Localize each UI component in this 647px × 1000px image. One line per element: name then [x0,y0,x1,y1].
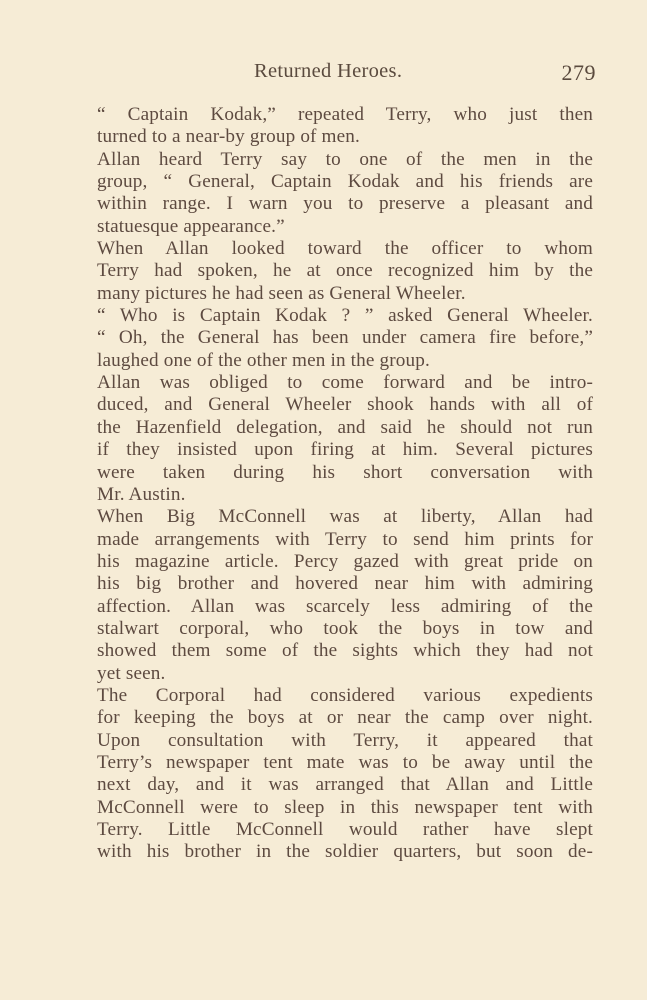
text-line: if they insisted upon firing at him. Several pictures [97,439,593,461]
text-line: Upon consultation with Terry, it appeared that [97,729,593,751]
text-line: were taken during his short conversation with [97,461,593,483]
text-line: The Corporal had considered various expedients [97,684,593,706]
body-text [97,104,593,864]
text-line: his magazine article. Percy gazed with great pride on [97,550,593,572]
text-line: made arrangements with Terry to send him prints for [97,528,593,550]
text-line: within range. I warn you to preserve a pleasant and [97,193,593,215]
text-line: When Allan looked toward the officer to whom [97,238,593,260]
text-line: Terry. Little McConnell would rather have slept [97,819,593,840]
running-head: Returned Heroes. [254,60,403,82]
text-line: yet seen. [97,662,166,684]
text-line: next day, and it was arranged that Allan and Little [97,774,593,796]
text-line: When Big McConnell was at liberty, Allan had [97,506,593,528]
text-line: many pictures he had seen as General Wheeler. [97,282,466,304]
page-header [96,58,596,90]
text-line: Terry had spoken, he at once recognized him by the [97,260,593,282]
text-line: McConnell were to sleep in this newspaper tent with [97,796,593,818]
text-line: turned to a near-by group of men. [97,126,360,148]
text-line: Allan heard Terry say to one of the men in the [97,148,593,170]
text-line: group, “ General, Captain Kodak and his friends are [97,171,593,193]
text-line: Allan was obliged to come forward and be intro- [97,372,593,394]
text-line: stalwart corporal, who took the boys in tow and [97,617,593,639]
text-line: Mr. Austin. [97,483,186,505]
text-line: affection. Allan was scarcely less admiring of the [97,595,593,617]
text-line: for keeping the boys at or near the camp over night. [97,707,593,729]
text-line: “ Captain Kodak,” repeated Terry, who just then [97,104,593,125]
text-line: duced, and General Wheeler shook hands with all of [97,394,593,416]
text-line: showed them some of the sights which they had not [97,640,593,662]
text-line: the Hazenfield delegation, and said he should not run [97,416,593,438]
text-line: his big brother and hovered near him with admiring [97,573,593,595]
text-line: laughed one of the other men in the group. [97,349,430,371]
text-line: “ Oh, the General has been under camera fire before,” [97,327,593,349]
text-line: with his brother in the soldier quarters, but soon de- [97,841,593,863]
text-line: statuesque appearance.” [97,215,285,237]
page-number: 279 [561,60,596,85]
text-line: “ Who is Captain Kodak ? ” asked General Wheeler. [97,305,593,327]
text-line: Terry’s newspaper tent mate was to be away until the [97,751,593,773]
